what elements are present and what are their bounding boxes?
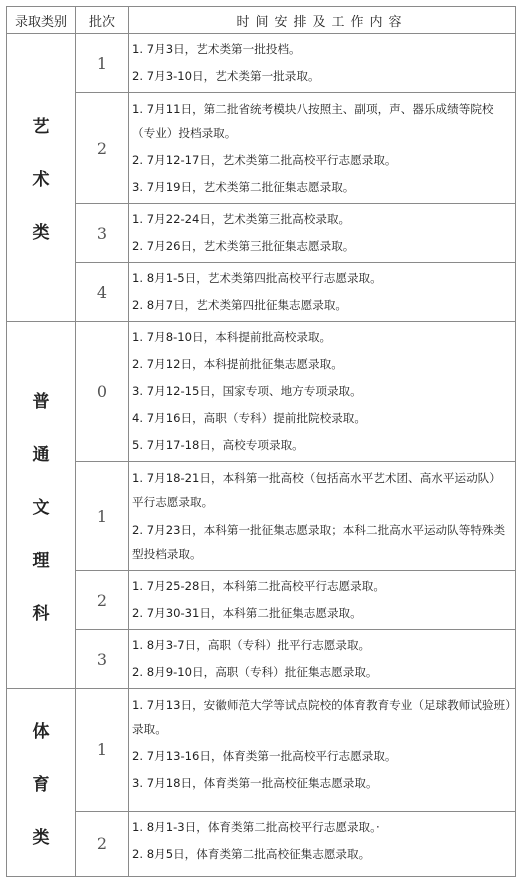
category-char: 理 — [32, 550, 50, 571]
schedule-item: 2. 7月12日，本科提前批征集志愿录取。 — [132, 357, 343, 371]
schedule-items — [129, 811, 516, 876]
table-row — [7, 811, 516, 876]
header-content: 时间安排及工作内容 — [129, 7, 516, 34]
schedule-item: 2. 8月5日，体育类第二批高校征集志愿录取。 — [132, 846, 371, 861]
schedule-item: 2. 8月9-10日，高职（专科）批征集志愿录取。 — [132, 665, 378, 679]
batch-number: 3 — [76, 204, 129, 263]
category-char: 普 — [32, 391, 50, 412]
schedule-items — [129, 204, 516, 263]
schedule-item: 1. 8月1-3日，体育类第二批高校平行志愿录取。· — [132, 819, 380, 834]
category-cell — [7, 322, 76, 689]
batch-number: 0 — [76, 322, 129, 462]
schedule-items — [129, 571, 516, 630]
table-row — [7, 34, 516, 93]
header-category: 录取类别 — [7, 7, 76, 34]
schedule-item: 1. 8月1-5日，艺术类第四批高校平行志愿录取。 — [132, 271, 382, 285]
schedule-item: 3. 7月12-15日，国家专项、地方专项录取。 — [132, 384, 362, 398]
batch-number: 2 — [76, 571, 129, 630]
batch-number: 2 — [76, 811, 129, 876]
table-row — [7, 322, 516, 462]
batch-number: 3 — [76, 630, 129, 689]
schedule-item: 2. 7月26日，艺术类第三批征集志愿录取。 — [132, 239, 355, 253]
category-cell — [7, 34, 76, 322]
schedule-item: 2. 7月13-16日，体育类第一批高校平行志愿录取。 — [132, 749, 397, 763]
batch-number: 1 — [76, 462, 129, 571]
schedule-item: 2. 7月12-17日，艺术类第二批高校平行志愿录取。 — [132, 153, 397, 167]
table-row — [7, 689, 516, 812]
schedule-item: 2. 8月7日，艺术类第四批征集志愿录取。 — [132, 298, 348, 312]
table-row — [7, 204, 516, 263]
schedule-items — [129, 263, 516, 322]
schedule-items — [129, 34, 516, 93]
schedule-item: 1. 7月8-10日，本科提前批高校录取。 — [132, 330, 332, 344]
table-body — [7, 34, 516, 877]
category-char: 科 — [32, 603, 50, 624]
category-cell — [7, 689, 76, 877]
schedule-item: 1. 7月13日，安徽师范大学等试点院校的体育教育专业（足球教师试验班）录取。 — [132, 698, 511, 736]
batch-number: 1 — [76, 34, 129, 93]
schedule-item: 5. 7月17-18日，高校专项录取。 — [132, 438, 304, 452]
category-char: 类 — [32, 223, 50, 243]
schedule-item: 3. 7月18日，体育类第一批高校征集志愿录取。 — [132, 776, 378, 790]
schedule-items — [129, 462, 516, 571]
schedule-item: 1. 8月3-7日，高职（专科）批平行志愿录取。 — [132, 638, 371, 652]
header-row — [7, 7, 516, 34]
schedule-items — [129, 689, 516, 812]
schedule-item: 1. 7月25-28日，本科第二批高校平行志愿录取。 — [132, 579, 385, 593]
schedule-item: 1. 7月18-21日，本科第一批高校（包括高水平艺术团、高水平运动队）平行志愿录取。 — [132, 471, 501, 509]
admission-schedule-table — [6, 6, 516, 877]
schedule-item: 4. 7月16日，高职（专科）提前批院校录取。 — [132, 411, 366, 425]
schedule-item: 1. 7月11日，第二批省统考模块八按照主、副项，声、器乐成绩等院校（专业）投档录取。 — [132, 102, 494, 140]
category-char: 术 — [32, 170, 50, 190]
header-batch: 批次 — [76, 7, 129, 34]
table-row — [7, 571, 516, 630]
category-char: 体 — [32, 722, 50, 742]
table-row — [7, 263, 516, 322]
batch-number: 2 — [76, 93, 129, 204]
table-row — [7, 462, 516, 571]
schedule-item: 1. 7月22-24日，艺术类第三批高校录取。 — [132, 212, 351, 226]
schedule-item: 3. 7月19日，艺术类第二批征集志愿录取。 — [132, 180, 355, 194]
schedule-items — [129, 630, 516, 689]
schedule-item: 2. 7月23日，本科第一批征集志愿录取；本科二批高水平运动队等特殊类型投档录取。 — [132, 523, 506, 561]
batch-number: 1 — [76, 689, 129, 812]
schedule-item: 1. 7月3日，艺术类第一批投档。 — [132, 42, 301, 56]
table-row — [7, 630, 516, 689]
schedule-items — [129, 93, 516, 204]
category-char: 育 — [32, 775, 50, 795]
batch-number: 4 — [76, 263, 129, 322]
category-char: 通 — [32, 444, 50, 465]
table-row — [7, 93, 516, 204]
schedule-item: 2. 7月3-10日，艺术类第一批录取。 — [132, 69, 320, 83]
category-char: 类 — [32, 828, 50, 848]
category-char: 艺 — [32, 117, 50, 137]
schedule-item: 2. 7月30-31日，本科第二批征集志愿录取。 — [132, 606, 362, 620]
schedule-items — [129, 322, 516, 462]
category-char: 文 — [32, 497, 50, 518]
